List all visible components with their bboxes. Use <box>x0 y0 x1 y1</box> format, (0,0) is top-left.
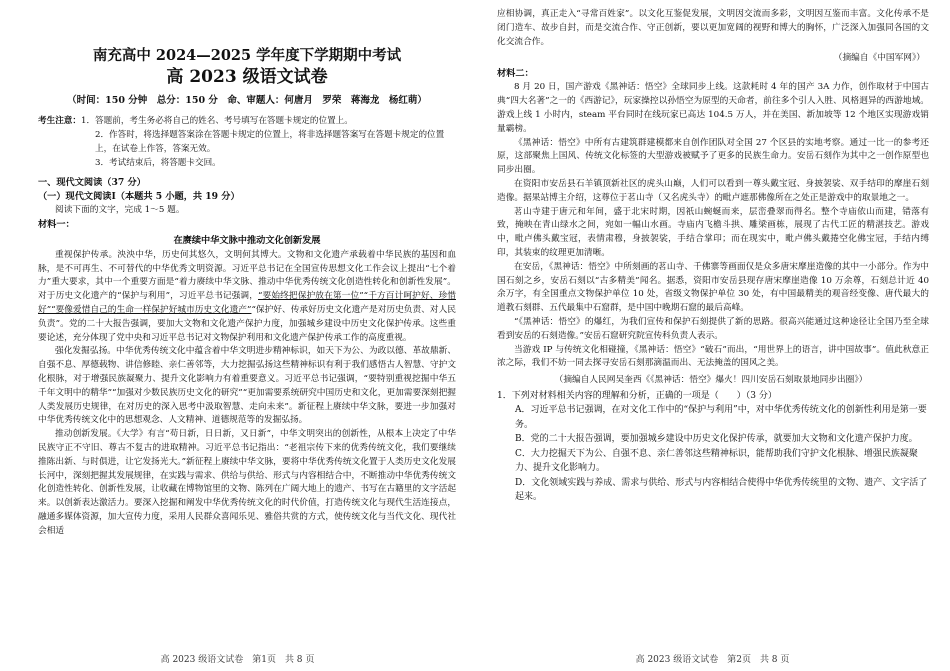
note-item: 1．答题前，考生务必将自己的姓名、考号填写在答题卡规定的位置上。 <box>80 116 353 126</box>
option-a: A．习近平总书记强调，在对文化工作中的“保护与利用”中，对中华优秀传统文化的创新性利用是第一要务。 <box>515 405 927 430</box>
section-heading: 一、现代文阅读（37 分） <box>38 177 146 188</box>
exam-title: 南充高中 2024—2025 学年度下学期期中考试 <box>92 47 402 64</box>
material-label: 材料一： <box>38 218 75 230</box>
exam-notes <box>38 114 456 170</box>
page-1-content <box>38 46 456 539</box>
note-item: 2．作答时，将选择题答案涂在答题卡规定的位置上，将非选择题答案写在答题卡规定的位置上，在试卷上作答，答案无效。 <box>95 130 445 154</box>
paragraph: 《黑神话：悟空》中所有古建筑群建模都来自创作团队对全国 27 个区县的实地考察。通过一比一的参考还原，这部聚焦上国风、传统文化标签的大型游戏被赋予了更多的民族生命力。安岳石刻作为其中之一创作原型也同步出圈。 <box>497 137 929 176</box>
instruction: 阅读下面的文字，完成 1～5 题。 <box>55 205 185 215</box>
paragraph-text: 重视保护传承。泱泱中华，历史何其悠久，文明何其博大。文物和文化遗产承载着中华民族的基因和血脉，是不可再生、不可替代的中华优秀文明资源。习近平总书记在全国宣传思想文化工作会议上提出“七个着力”重大要求，其中一个重要方面是“着力赓续中华文脉、推动中华优秀传统文化创造性转化和创新性发展”。对于历史文化遗产的“保护与利用”，习近平总书记强调， <box>38 249 456 302</box>
page-2-content <box>497 8 929 505</box>
page-footer: 高 2023 级语文试卷 第2页 共 8 页 <box>635 655 790 665</box>
article-title: 在赓续中华文脉中推动文化创新发展 <box>173 234 321 246</box>
material-label: 材料二： <box>497 68 534 80</box>
source-citation: （摘编自《中国军网》） <box>833 53 925 64</box>
exam-meta: （时间：150 分钟 总分：150 分 命、审题人：何唐月 罗荣 蒋海龙 杨红萌） <box>67 95 427 106</box>
option-b: B．党的二十大报告强调，要加强城乡建设中历史文化保护传承，就要加大文物和文化遗产保护力度。 <box>515 434 918 445</box>
source-citation: （摘编自人民网吴奎西《《黑神话：悟空》爆火！四川安岳石刻取景地同步出圈》） <box>554 375 868 386</box>
option-d: D．文化领域实践与养成、需求与供给、形式与内容相结合使得中华优秀传统里的文物、遗产、文字活了起来。 <box>515 477 928 503</box>
note-item: 3．考试结束后，将答题卡交回。 <box>95 158 221 168</box>
paragraph: 应相协调，真正走入“寻常百姓家”。以文化互鉴促发展，文明因交流而多彩，文明因互鉴而丰富。文化传承不是闭门造车、故步自封，而是交流合作、守正创新，要以更加宽阔的视野和博大的胸怀，广泛深入加强同各国的文化交流合作。 <box>497 9 929 47</box>
paragraph: 推动创新发展。《大学》有言“苟日新，日日新，又日新”，中华文明突出的创新性，从根本上决定了中华民族守正不守旧、尊古不复古的进取精神。习近平总书记指出：“老祖宗传下来的优秀传统文化，我们要继续推陈出新、与时俱进，让它发扬光大。”新征程上赓续中华文脉，要将中华优秀传统文化置于人类历史文化发展长河中，深刻把握其发展规律，在实践与需求、供给与供给、形式与内容相结合中，不断推动中华优秀传统文化创造性转化、创新性发展，让收藏在博物馆里的文物、陈列在广阔大地上的遗产、书写在古籍里的文字活起来。以创新表达激活力。要深入挖掘和阐发中华优秀传统文化的时代价值，打造传统文化与现代生活连接点，融通多媒体资源，加大宣传力度，采用人民群众喜闻乐见、雅俗共赏的方式，使传统文化与当代文化、现代社会相适 <box>38 429 456 536</box>
paragraph: 强化发掘弘扬。中华优秀传统文化中蕴含着中华文明进步精神标识，如天下为公、为政以德、革故鼎新、自强不息、厚德载物、讲信修睦、亲仁善邻等，大力挖掘弘扬这些精神标识有利于我们感悟古人智慧、守护文化根脉，对于增强民族凝聚力、提升文化影响力有着重要意义。习近平总书记强调，“要特别重视挖掘中华五千年文明中的精华”“加强对少数民族历史文化的研究”“更加需要系统研究中国历史和文化，更加需要深刻把握人类发展历史规律，在对历史的深入思考中汲取智慧、走向未来”。新征程上赓续中华文脉，要进一步加强对中华优秀传统文化中的思想观念、人文精神、道德规范等的发掘弘扬。 <box>38 346 456 426</box>
paragraph: 8 月 20 日，国产游戏《黑神话：悟空》全球同步上线。这款耗时 4 年的国产 3A 力作，创作取材于中国古典“四大名著”之一的《西游记》，玩家操控以孙悟空为原型的天命者，前往多个引人入胜、风格迥异的西游地域。游戏上线 1 小时内，steam 平台同时在线玩家已高达 104.5 万人，并在美国、新加坡等 12 个地区实现游戏销量霸榜。 <box>497 82 929 134</box>
page-footer: 高 2023 级语文试卷 第1页 共 8 页 <box>160 655 315 665</box>
underlined-quote: “要始终把保护放在第一位”“千方百计呵护好、珍惜好”“要像爱惜自己的生命一样保护好城市历史文化遗产” <box>38 291 456 315</box>
paragraph: “《黑神话：悟空》的爆红，为我们宣传和保护石刻提供了新的思路。很高兴能通过这种途径让全国乃至全球看到安岳的石刻造像。”安岳石窟研究院宣传科负责人表示。 <box>497 316 929 341</box>
paragraph: 当游戏 IP 与传统文化相碰撞，《黑神话：悟空》“破石”而出，“用世界上的语言，讲中国故事”。值此秋意正浓之际，我们不妨一同去探寻安岳石刻那滴温而出、无法掩盖的国风之美。 <box>497 344 929 369</box>
paragraph-text: “保护好、传承好历史文化遗产是对历史负责、对人民负责”。党的二十大报告强调，要加大文物和文化遗产保护力度，加强城乡建设中历史文化保护传承。这些重要论述，充分体现了党中央和习近平总书记对文物保护利用和文化遗产保护传承工作的高度重视。 <box>38 304 456 343</box>
option-c: C．大力挖掘天下为公、自强不息、亲仁善邻这些精神标识，能帮助我们守护文化根脉、增强民族凝聚力、提升文化影响力。 <box>515 448 918 474</box>
subsection-heading: （一）现代文阅读Ⅰ（本题共 5 小题，共 19 分） <box>38 191 240 202</box>
exam-subtitle: 高 2023 级语文试卷 <box>166 67 328 87</box>
paragraph <box>38 249 456 346</box>
paragraph: 在安岳，《黑神话：悟空》中所刻画的茗山寺、千佛寨等画面仅是众多唐宋摩崖造像的其中一小部分。作为中国石刻之乡，安岳石刻以“古多精美”闻名。据悉，资阳市安岳县现存唐宋摩崖造像 10 万余尊，石刻总计近 40 余万字，有全国重点文物保护单位 10 处，省级文物保护单位 30 处，有中国最精美的观音经变像、唐代最大的道教石刻群、五代最集中石窟群，是中国中晚期石窟的最后高峰。 <box>497 261 929 314</box>
paragraph: 茗山寺建于唐元和年间，盛于北宋时期，因祇山蜿蜒而来，层峦叠翠而得名。整个寺庙依山而建，错落有致，掩映在青山绿水之间，宛如一幅山水画。寺庙内飞檐斗拱、雕梁画栋，展现了古代工匠的精湛技艺。游戏中，毗卢佛头戴宝冠，表情肃穆，身披袈裟，手结合掌印；而在现实中，毗卢佛头戴捲空化佛宝冠，手结内缚印，其装束的纹理更加清晰。 <box>497 206 929 258</box>
paragraph: 在资阳市安岳县石羊镇顶新社区的虎头山巅，人们可以看到一尊头戴宝冠、身披袈裟、双手结印的摩崖石刻造像。据果站博主介绍，这尊位于茗山寺（又名虎头寺）的毗卢遮那佛像所在之处正是游戏中的取景地之一。 <box>497 178 929 203</box>
notes-label: 考生注意： <box>38 116 81 126</box>
page-2 <box>475 0 950 671</box>
question-1: 1．下列对材料相关内容的理解和分析，正确的一项是（ ）（3 分） <box>497 391 777 402</box>
